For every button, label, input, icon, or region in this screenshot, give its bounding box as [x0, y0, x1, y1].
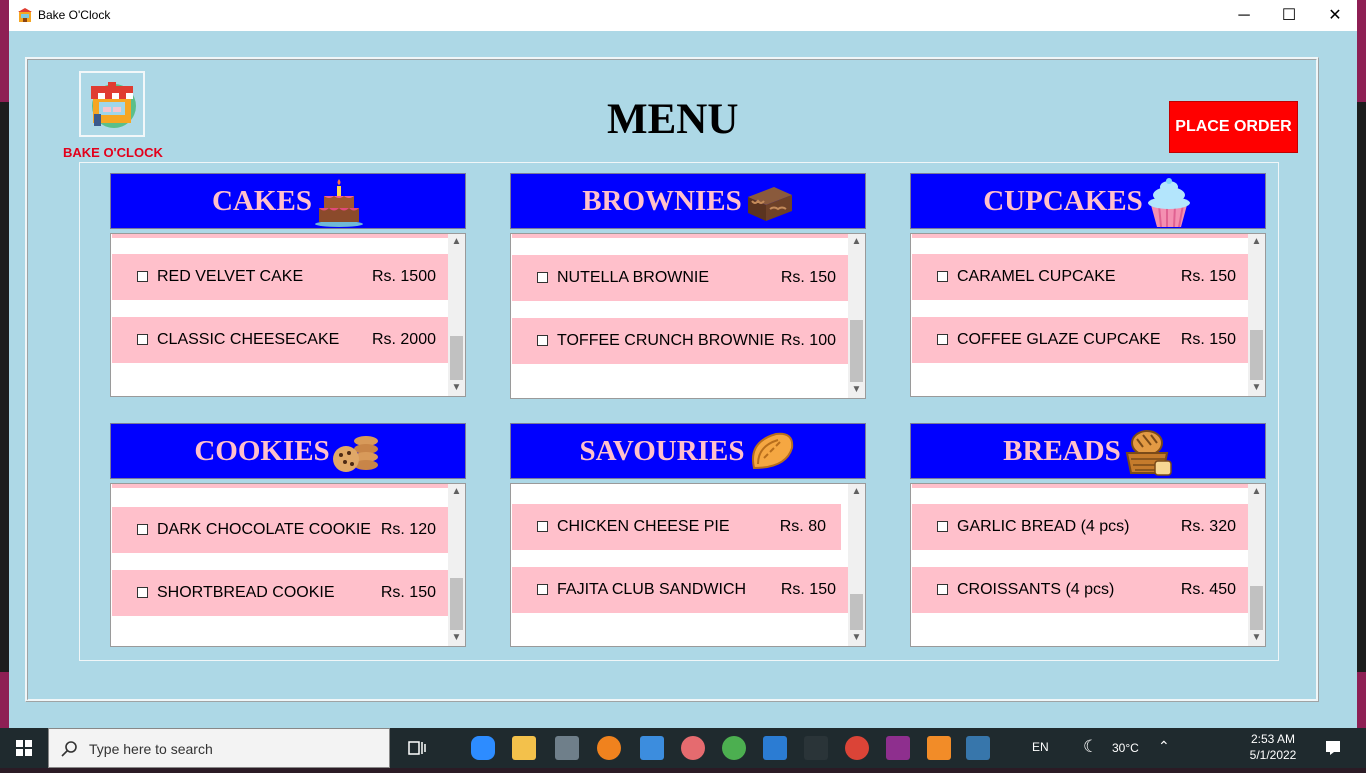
- item-price: Rs. 320: [1180, 518, 1236, 535]
- window-title: Bake O'Clock: [38, 8, 111, 22]
- desktop-background-right: [1357, 0, 1366, 728]
- menu-item-red-velvet-cake: [112, 254, 451, 300]
- row-strip: [112, 484, 451, 488]
- scrollbar[interactable]: [848, 234, 865, 398]
- mail-icon[interactable]: [763, 736, 787, 760]
- item-checkbox[interactable]: [937, 334, 948, 345]
- category-header-breads: [910, 423, 1266, 479]
- item-checkbox[interactable]: [537, 335, 548, 346]
- temperature[interactable]: 30°C: [1112, 741, 1139, 755]
- scroll-down-icon[interactable]: ▼: [451, 632, 462, 643]
- category-list-cakes[interactable]: [110, 233, 466, 397]
- item-checkbox[interactable]: [937, 521, 948, 532]
- item-name: RED VELVET CAKE: [157, 268, 304, 285]
- item-checkbox[interactable]: [137, 524, 148, 535]
- menu-item-caramel-cupcake: [912, 254, 1251, 300]
- item-price: Rs. 120: [380, 521, 436, 538]
- category-header-brownies: [510, 173, 866, 229]
- chevron-up-icon[interactable]: ⌃: [1158, 738, 1170, 754]
- start-button[interactable]: [0, 728, 48, 768]
- menu-item-croissants: [912, 567, 1251, 613]
- row-strip: [912, 234, 1251, 238]
- category-list-savouries[interactable]: [510, 483, 866, 647]
- task-view-icon[interactable]: [405, 736, 429, 760]
- notification-icon[interactable]: [1323, 738, 1343, 758]
- menu-item-classic-cheesecake: [112, 317, 451, 363]
- title-bar: [9, 0, 1357, 31]
- item-name: TOFFEE CRUNCH BROWNIE: [557, 332, 775, 349]
- category-header-cupcakes: [910, 173, 1266, 229]
- item-name: COFFEE GLAZE CUPCAKE: [957, 331, 1161, 348]
- zoom-icon[interactable]: [471, 736, 495, 760]
- scroll-up-icon[interactable]: ▲: [1251, 486, 1262, 497]
- clock-date: 5/1/2022: [1249, 748, 1297, 762]
- scroll-thumb[interactable]: [450, 336, 463, 380]
- cake-icon: [314, 178, 364, 228]
- logo: [79, 71, 145, 137]
- scroll-up-icon[interactable]: ▲: [451, 236, 462, 247]
- calculator-icon[interactable]: [555, 736, 579, 760]
- category-list-cupcakes[interactable]: [910, 233, 1266, 397]
- menu-item-fajita-club-sandwich: [512, 567, 851, 613]
- item-price: Rs. 150: [380, 584, 436, 601]
- scroll-up-icon[interactable]: ▲: [451, 486, 462, 497]
- category-header-cookies: [110, 423, 466, 479]
- item-price: Rs. 150: [780, 269, 836, 286]
- taskbar: [0, 728, 1366, 768]
- moon-icon: ☾: [1083, 737, 1099, 756]
- item-checkbox[interactable]: [937, 584, 948, 595]
- scroll-thumb[interactable]: [850, 320, 863, 382]
- cookies-icon: [332, 431, 382, 475]
- item-name: SHORTBREAD COOKIE: [157, 584, 335, 601]
- item-name: GARLIC BREAD (4 pcs): [957, 518, 1130, 535]
- chrome-icon[interactable]: [722, 736, 746, 760]
- category-title: COOKIES: [194, 435, 330, 467]
- category-title: BROWNIES: [582, 185, 742, 217]
- category-list-brownies[interactable]: [510, 233, 866, 399]
- language-indicator[interactable]: EN: [1032, 740, 1049, 754]
- minimize-button[interactable]: ─: [1238, 7, 1250, 24]
- scrollbar[interactable]: [1248, 234, 1265, 396]
- menu-item-garlic-bread: [912, 504, 1251, 550]
- category-header-savouries: [510, 423, 866, 479]
- item-name: CLASSIC CHEESECAKE: [157, 331, 340, 348]
- search-icon: [61, 740, 79, 758]
- scroll-up-icon[interactable]: ▲: [851, 486, 862, 497]
- logo-label: BAKE O'CLOCK: [63, 145, 163, 160]
- item-name: FAJITA CLUB SANDWICH: [557, 581, 747, 598]
- row-strip: [912, 484, 1251, 488]
- file-explorer-icon[interactable]: [512, 736, 536, 760]
- bread-basket-icon: [1123, 427, 1173, 479]
- category-header-cakes: [110, 173, 466, 229]
- category-title: SAVOURIES: [579, 435, 745, 467]
- laptop-app-icon[interactable]: [640, 736, 664, 760]
- scroll-down-icon[interactable]: ▼: [1251, 382, 1262, 393]
- item-name: CROISSANTS (4 pcs): [957, 581, 1115, 598]
- python-icon[interactable]: [966, 736, 990, 760]
- pastry-icon: [746, 428, 796, 478]
- windows-icon: [0, 728, 48, 768]
- maximize-button[interactable]: ☐: [1281, 7, 1297, 24]
- menu-item-nutella-brownie: [512, 255, 851, 301]
- item-price: Rs. 100: [780, 332, 836, 349]
- search-placeholder: Type here to search: [89, 741, 213, 757]
- scroll-up-icon[interactable]: ▲: [1251, 236, 1262, 247]
- item-name: CHICKEN CHEESE PIE: [557, 518, 730, 535]
- item-price: Rs. 450: [1180, 581, 1236, 598]
- item-checkbox[interactable]: [537, 272, 548, 283]
- scroll-up-icon[interactable]: ▲: [851, 236, 862, 247]
- scroll-thumb[interactable]: [850, 594, 863, 630]
- chrome-profile-icon[interactable]: [845, 736, 869, 760]
- scrollbar[interactable]: [848, 484, 865, 646]
- winrar-icon[interactable]: [886, 736, 910, 760]
- menu-item-toffee-crunch-brownie: [512, 318, 851, 364]
- category-title: BREADS: [1003, 435, 1121, 467]
- item-checkbox[interactable]: [537, 584, 548, 595]
- settings-gear-icon[interactable]: [804, 736, 828, 760]
- place-order-button[interactable]: PLACE ORDER: [1169, 101, 1298, 153]
- scroll-down-icon[interactable]: ▼: [1251, 632, 1262, 643]
- scrollbar[interactable]: [448, 484, 465, 646]
- item-price: Rs. 150: [1180, 331, 1236, 348]
- category-list-breads[interactable]: [910, 483, 1266, 647]
- brownie-icon: [744, 183, 794, 223]
- app-g-icon[interactable]: [927, 736, 951, 760]
- item-price: Rs. 2000: [371, 331, 436, 348]
- scroll-down-icon[interactable]: ▼: [451, 382, 462, 393]
- category-title: CUPCAKES: [983, 185, 1143, 217]
- sync-app-icon[interactable]: [597, 736, 621, 760]
- menu-item-coffee-glaze-cupcake: [912, 317, 1251, 363]
- item-name: DARK CHOCOLATE COOKIE: [157, 521, 371, 538]
- item-checkbox[interactable]: [537, 521, 548, 532]
- scrollbar[interactable]: [448, 234, 465, 396]
- row-strip: [512, 234, 851, 238]
- desktop-background-left: [0, 0, 9, 728]
- item-checkbox[interactable]: [137, 271, 148, 282]
- item-price: Rs. 80: [779, 518, 826, 535]
- menu-item-chicken-cheese-pie: [512, 504, 841, 550]
- scroll-down-icon[interactable]: ▼: [851, 632, 862, 643]
- bakery-icon: [17, 7, 33, 23]
- scrollbar[interactable]: [1248, 484, 1265, 646]
- clock-time: 2:53 AM: [1250, 732, 1296, 746]
- clock[interactable]: [1247, 731, 1299, 763]
- item-price: Rs. 1500: [371, 268, 436, 285]
- menu-item-dark-chocolate-cookie: [112, 507, 451, 553]
- cupcake-icon: [1145, 177, 1193, 229]
- scroll-thumb[interactable]: [1250, 330, 1263, 380]
- item-checkbox[interactable]: [137, 587, 148, 598]
- page-title: MENU: [607, 96, 739, 143]
- scroll-down-icon[interactable]: ▼: [851, 384, 862, 395]
- item-checkbox[interactable]: [937, 271, 948, 282]
- item-price: Rs. 150: [1180, 268, 1236, 285]
- bakery-logo-icon: [81, 73, 143, 135]
- item-name: NUTELLA BROWNIE: [557, 269, 710, 286]
- close-button[interactable]: ✕: [1328, 7, 1342, 24]
- paint-icon[interactable]: [681, 736, 705, 760]
- row-strip: [112, 234, 451, 238]
- taskbar-search[interactable]: [48, 728, 390, 768]
- menu-item-shortbread-cookie: [112, 570, 451, 616]
- category-title: CAKES: [212, 185, 312, 217]
- scroll-thumb[interactable]: [450, 578, 463, 630]
- item-name: CARAMEL CUPCAKE: [957, 268, 1116, 285]
- item-checkbox[interactable]: [137, 334, 148, 345]
- scroll-thumb[interactable]: [1250, 586, 1263, 630]
- item-price: Rs. 150: [780, 581, 836, 598]
- category-list-cookies[interactable]: [110, 483, 466, 647]
